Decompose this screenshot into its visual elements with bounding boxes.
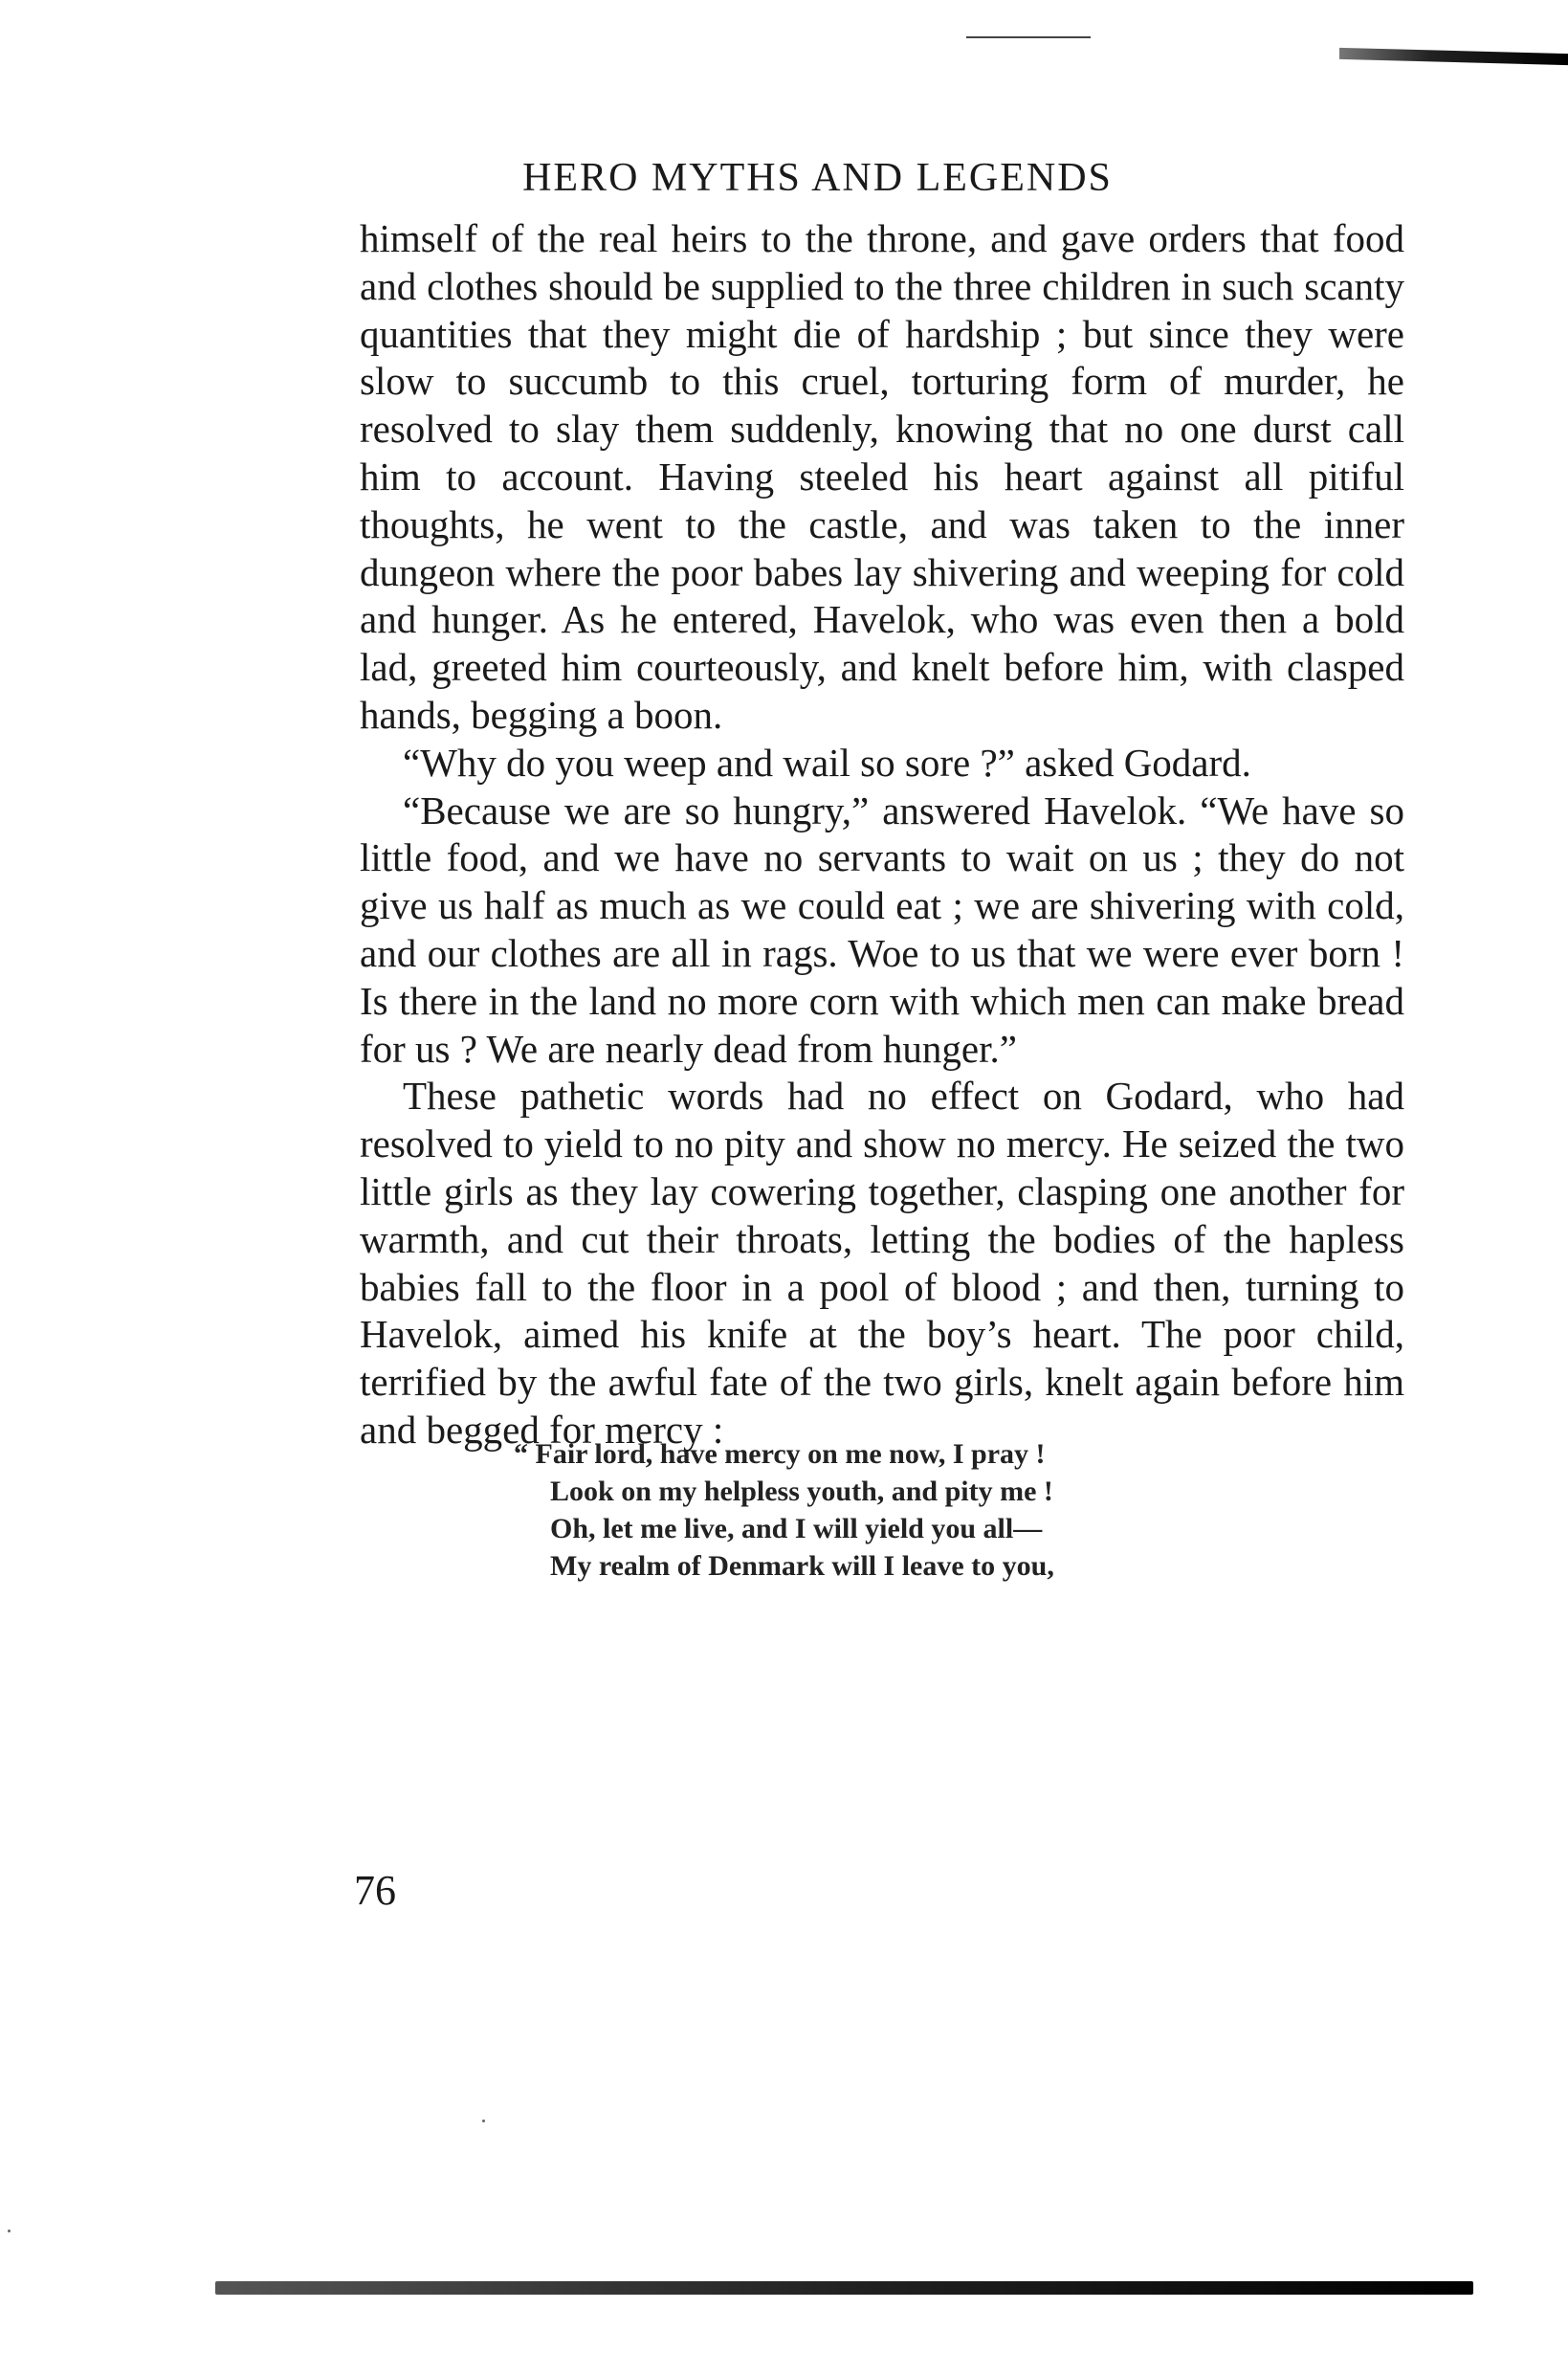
verse-line: My realm of Denmark will I leave to you, xyxy=(550,1550,1054,1582)
verse-line: Oh, let me live, and I will yield you all— xyxy=(550,1513,1043,1544)
scan-edge-line-top xyxy=(966,36,1091,38)
paragraph-continuation: himself of the real heirs to the throne, and gave orders that food and clothes should be supplied to the three children in such scanty quantities that they might die of hardship ; but since they were slow to succumb to this cruel, torturing form of murder, he resolved to slay them suddenly, knowing that no one durst call him to account. Having steeled his heart against all pitiful thoughts, he went to the castle, and was taken to the inner dungeon where the poor babes lay shivering and weeping for cold and hunger. As he entered, Havelok, who was even then a bold lad, greeted him courteously, and knelt before him, with clasped hands, begging a boon. xyxy=(360,216,1404,737)
scan-speck xyxy=(482,2120,485,2122)
page-number: 76 xyxy=(354,1867,396,1914)
verse-quotation xyxy=(514,1435,1279,1585)
verse-line: “ Fair lord, have mercy on me now, I pray ! xyxy=(514,1438,1046,1470)
scan-speck xyxy=(8,2230,11,2232)
paragraph-godard-attack: These pathetic words had no effect on Godard, who had resolved to yield to no pity and show no mercy. He seized the two little girls as they lay cowering together, clasping one another for warmth, and cut their throats, letting the bodies of the hapless babies fall to the floor in a pool of blood ; and then, turning to Havelok, aimed his knife at the boy’s heart. The poor child, terrified by the awful fate of the two girls, knelt again before him and begged for mercy : xyxy=(360,1074,1404,1452)
paragraph-havelok-answer: “Because we are so hungry,” answered Havelok. “We have so little food, and we have no servants to wait on us ; they do not give us half as much as we could eat ; we are shivering with cold, and our clothes are all in rags. Woe to us that we were ever born ! Is there in the land no more corn with which men can make bread for us ? We are nearly dead from hunger.” xyxy=(360,788,1404,1071)
running-head: HERO MYTHS AND LEGENDS xyxy=(522,156,1113,200)
scan-edge-bar-top xyxy=(1339,48,1568,65)
paragraph-godard-question: “Why do you weep and wail so sore ?” asked Godard. xyxy=(403,740,1251,785)
scan-edge-bar-bottom xyxy=(215,2281,1473,2295)
verse-line: Look on my helpless youth, and pity me ! xyxy=(550,1476,1053,1507)
body-text xyxy=(360,215,1404,1454)
